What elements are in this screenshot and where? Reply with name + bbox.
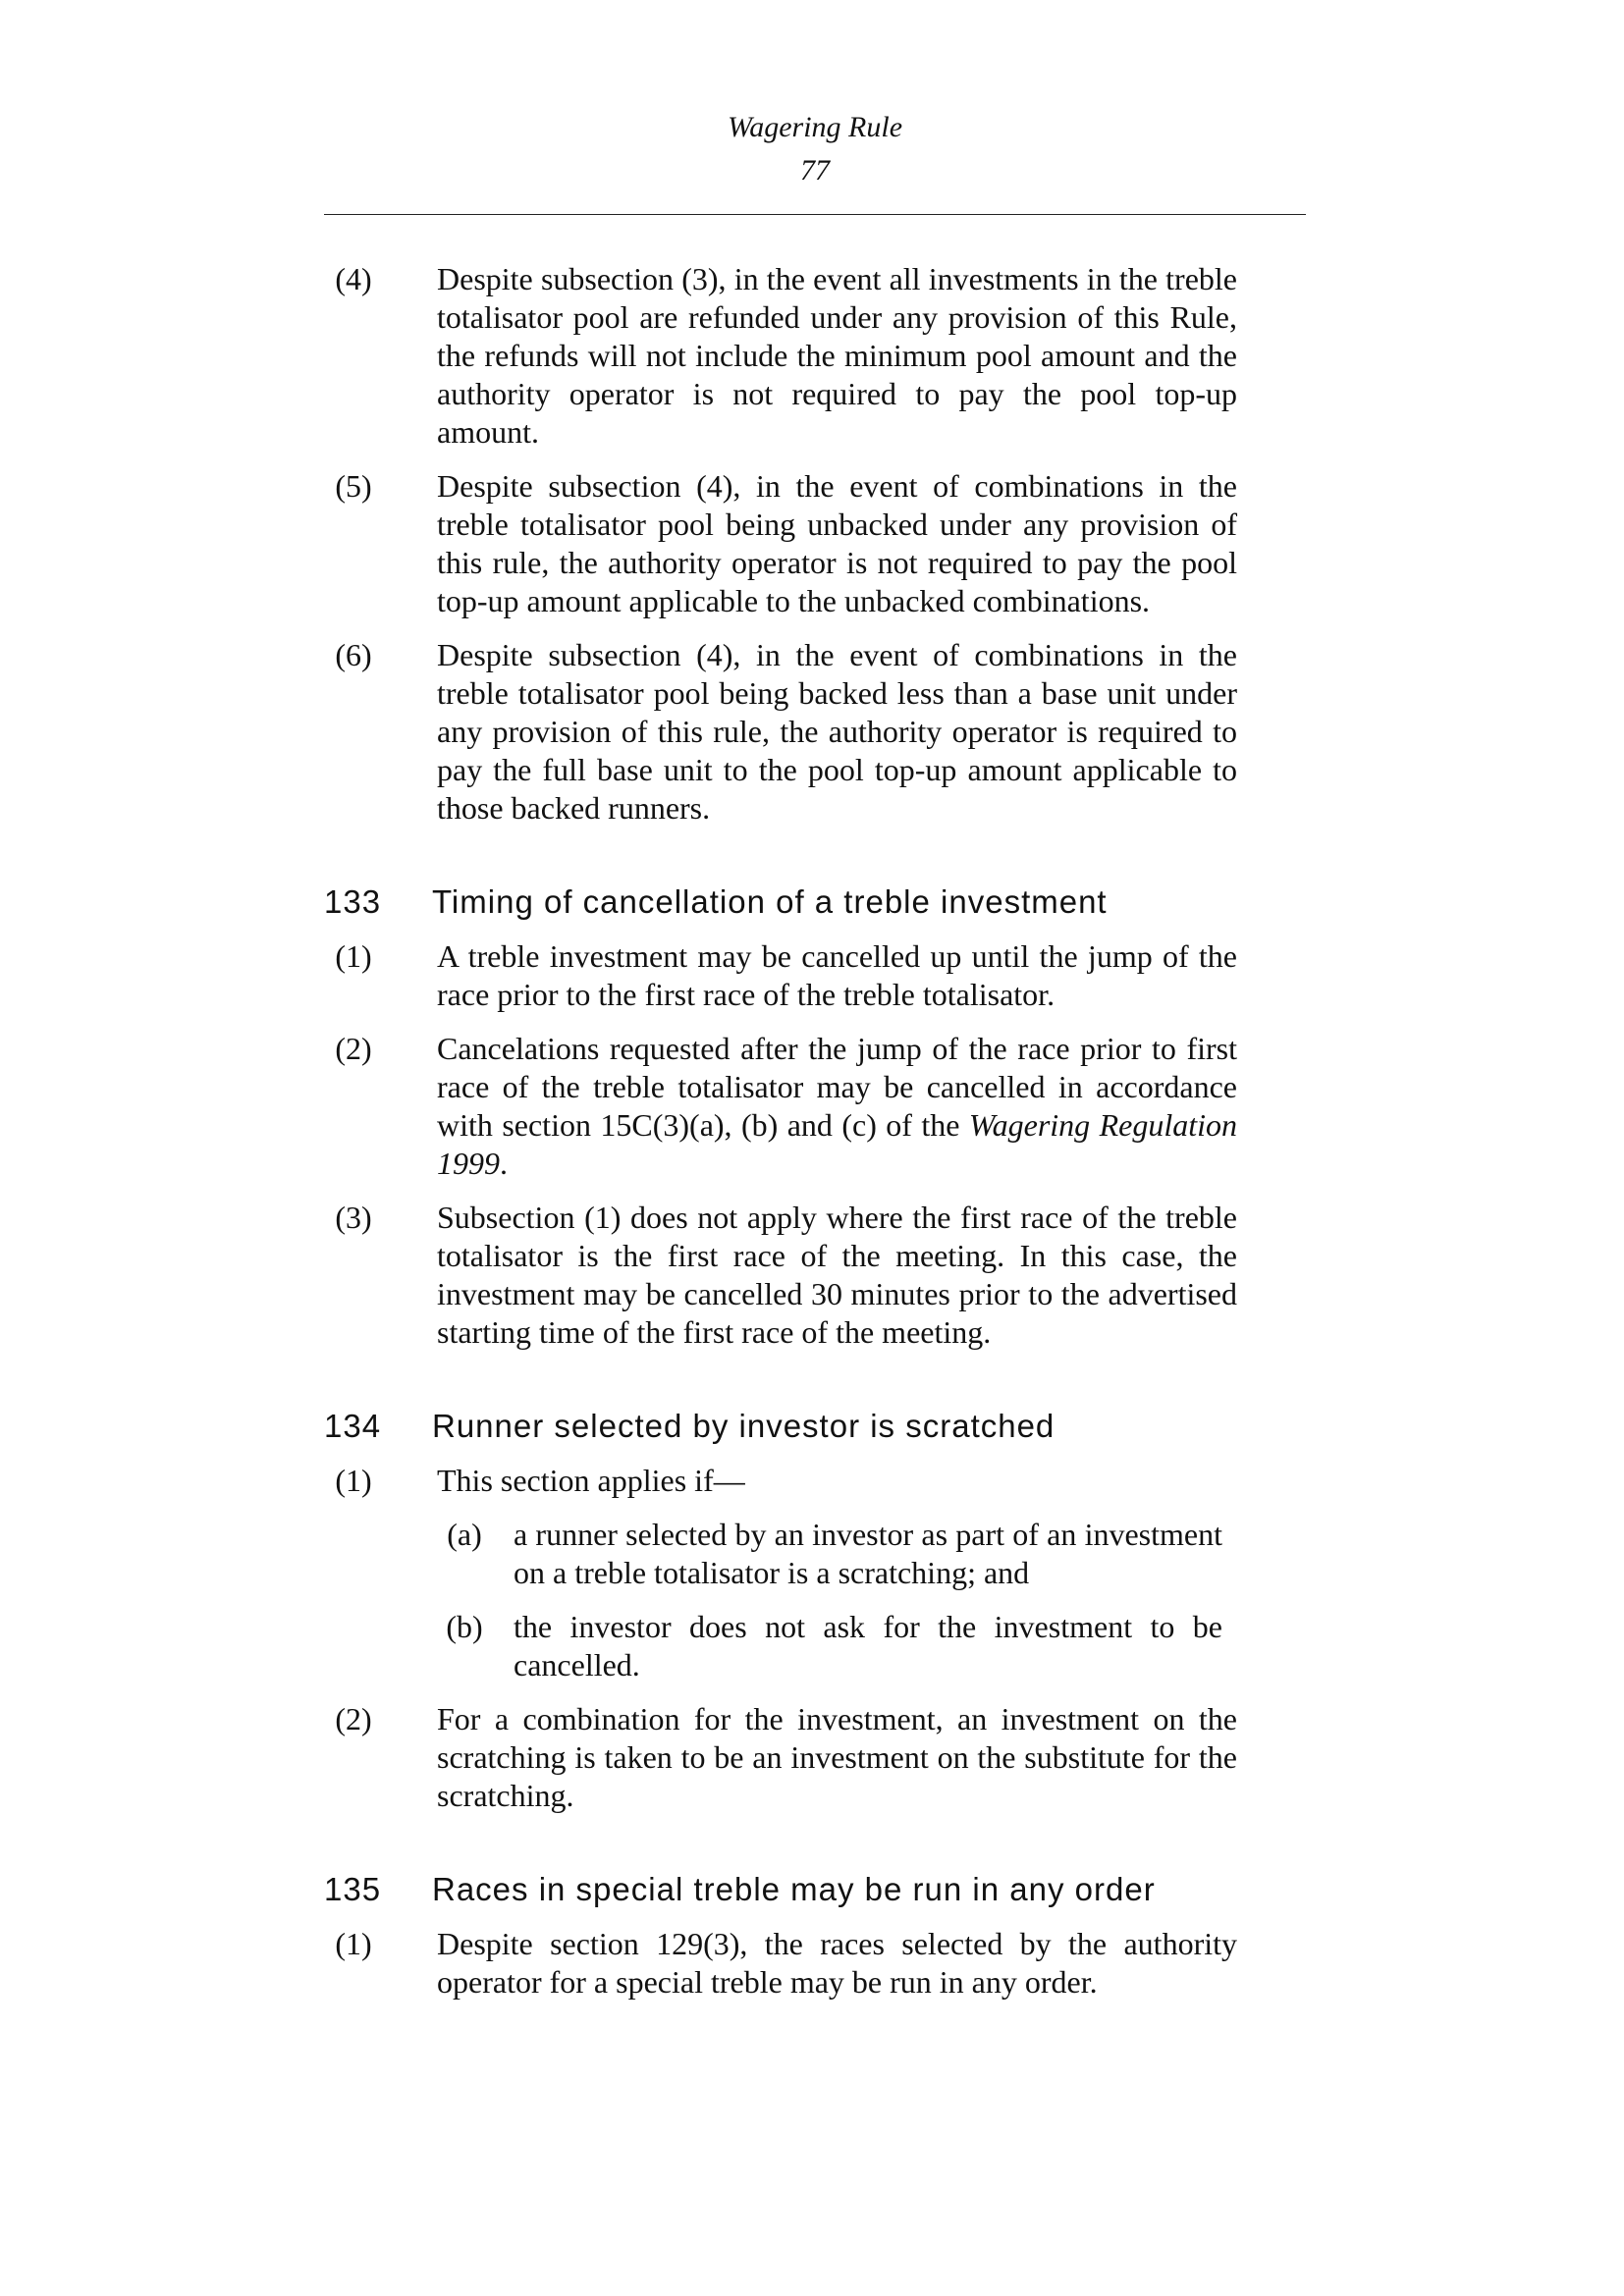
section-number: 133 bbox=[324, 883, 382, 920]
subsection bbox=[335, 1030, 1318, 1183]
paragraph-text: the investor does not ask for the investment to be cancelled. bbox=[514, 1609, 1222, 1682]
subsection-number: (5) bbox=[335, 468, 372, 504]
subsection-text-part: . bbox=[500, 1146, 508, 1181]
subsection-text: A treble investment may be cancelled up until the jump of the race prior to the first race of the treble totalisator. bbox=[437, 938, 1237, 1012]
paragraph-number: (b) bbox=[446, 1609, 483, 1644]
subsection-text: Subsection (1) does not apply where the first race of the treble totalisator is the first race of the meeting. In this case, the investment may be cancelled 30 minutes prior to the advertised starting time of the first race of the meeting. bbox=[437, 1200, 1237, 1350]
document-body bbox=[324, 260, 1318, 2017]
paragraph bbox=[447, 1516, 1318, 1592]
subsection bbox=[335, 467, 1318, 620]
paragraph-number: (a) bbox=[447, 1517, 482, 1552]
subsection bbox=[335, 1925, 1318, 2002]
section-title: Timing of cancellation of a treble investment bbox=[432, 883, 1108, 920]
running-title: Wagering Rule bbox=[727, 111, 903, 143]
paragraph bbox=[446, 1608, 1318, 1684]
subsection-number: (2) bbox=[335, 1031, 372, 1066]
subsection-text-part: Cancelations requested after the jump of the race prior to first race of the treble totalisator may be cancelled in accordance with section 15C(3)(a), (b) and (c) of the bbox=[437, 1031, 1237, 1143]
subsection-number: (1) bbox=[335, 1926, 372, 1961]
section-title: Runner selected by investor is scratched bbox=[432, 1408, 1056, 1444]
subsection-number: (2) bbox=[335, 1701, 372, 1736]
subsection bbox=[335, 1462, 1318, 1500]
section-heading-135 bbox=[324, 1868, 1318, 1911]
subsection bbox=[335, 636, 1318, 828]
subsection-number: (1) bbox=[335, 1463, 372, 1498]
act-citation: Wagering Regulation 1999 bbox=[437, 1107, 1238, 1181]
subsection-text: Despite section 129(3), the races selected by the authority operator for a special treble may be run in any order. bbox=[437, 1926, 1237, 2000]
section-heading-133 bbox=[324, 881, 1318, 924]
subsection-text: Despite subsection (4), in the event of combinations in the treble totalisator pool being backed less than a base unit under any provision of this rule, the authority operator is required to pay the full base unit to the pool top-up amount applicable to those backed runners. bbox=[437, 637, 1237, 826]
subsection-text: Despite subsection (3), in the event all investments in the treble totalisator pool are refunded under any provision of this Rule, the refunds will not include the minimum pool amount and the authority operator is not required to pay the pool top-up amount. bbox=[437, 261, 1237, 450]
subsection-text: Despite subsection (4), in the event of combinations in the treble totalisator pool being unbacked under any provision of this rule, the authority operator is not required to pay the pool top-up amount applicable to the unbacked combinations. bbox=[437, 468, 1237, 618]
subsection-text: This section applies if— bbox=[437, 1463, 745, 1498]
section-number: 134 bbox=[324, 1408, 382, 1444]
paragraph-text: a runner selected by an investor as part of an investment on a treble totalisator is a scratching; and bbox=[514, 1517, 1222, 1590]
section-heading-134 bbox=[324, 1405, 1318, 1448]
subsection-number: (6) bbox=[335, 637, 372, 672]
subsection-number: (3) bbox=[335, 1200, 372, 1235]
subsection-number: (4) bbox=[335, 261, 372, 296]
subsection bbox=[335, 1199, 1318, 1352]
subsection bbox=[335, 1700, 1318, 1815]
subsection-number: (1) bbox=[335, 938, 372, 974]
subsection-text bbox=[422, 1030, 1237, 1183]
subsection bbox=[335, 937, 1318, 1014]
section-title: Races in special treble may be run in any order bbox=[432, 1871, 1156, 1907]
section-number: 135 bbox=[324, 1871, 382, 1907]
header-rule bbox=[324, 214, 1306, 215]
subsection-text: For a combination for the investment, an investment on the scratching is taken to be an investment on the substitute for the scratching. bbox=[437, 1701, 1237, 1813]
running-header bbox=[324, 106, 1306, 192]
subsection bbox=[335, 260, 1318, 452]
page-number: 77 bbox=[800, 154, 830, 187]
